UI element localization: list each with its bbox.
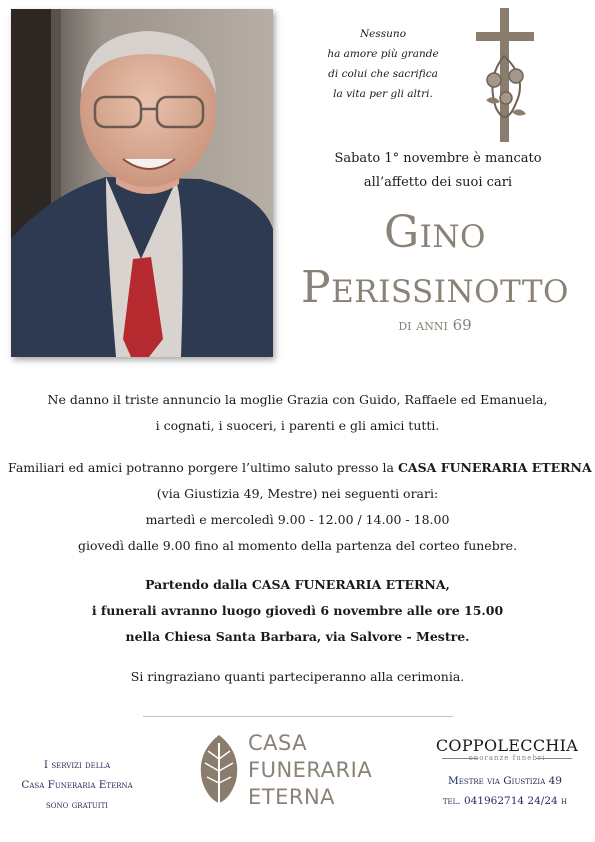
- agency-name: COPPOLECCHIA: [435, 736, 579, 755]
- note-line: Casa Funeraria Eterna: [21, 779, 133, 791]
- leaf-logo-icon: [196, 733, 242, 809]
- quote-line: ha amore più grande: [327, 48, 439, 60]
- visitation-line: martedì e mercoledì 9.00 - 12.00 / 14.00 - 18.00: [145, 512, 450, 527]
- quote-line: la vita per gli altri.: [333, 88, 433, 100]
- thanks-line: Si ringraziano quanti parteciperanno alla cerimonia.: [130, 669, 465, 684]
- quote-line: Nessuno: [359, 28, 407, 40]
- funeral-line: Partendo dalla CASA FUNERARIA ETERNA,: [145, 577, 450, 592]
- deceased-first-name: Gino: [384, 207, 486, 258]
- family-line: i cognati, i suoceri, i parenti e gli amici tutti.: [155, 418, 440, 433]
- agency-phone: tel. 041962714 24/24 h: [442, 795, 568, 807]
- portrait-photo: [11, 9, 273, 357]
- brand-line: ETERNA: [248, 785, 336, 809]
- visitation-place: CASA FUNERARIA ETERNA: [397, 460, 592, 475]
- agency-contact: [420, 771, 590, 811]
- visitation-info: [8, 455, 592, 559]
- note-line: I servizi della: [43, 759, 111, 771]
- family-line: Ne danno il triste annuncio la moglie Grazia con Guido, Raffaele ed Emanuela,: [47, 392, 548, 407]
- announcement-line: Sabato 1° novembre è mancato: [334, 151, 542, 166]
- announcement-line: all’affetto dei suoi cari: [363, 175, 513, 190]
- funeral-home-brand: [248, 730, 398, 811]
- funeral-details: [8, 572, 587, 650]
- brand-line: FUNERARIA: [248, 758, 373, 782]
- deceased-last-name: Perissinotto: [301, 262, 569, 313]
- death-announcement: [300, 147, 576, 195]
- brand-line: CASA: [248, 731, 308, 755]
- funeral-line: nella Chiesa Santa Barbara, via Salvore - Mestre.: [125, 629, 470, 644]
- agency-address: Mestre via Giustizia 49: [448, 775, 562, 787]
- epigraph-quote: [318, 24, 448, 104]
- divider: [143, 716, 453, 717]
- deceased-age: di anni 69: [398, 316, 472, 334]
- funeral-line: i funerali avranno luogo giovedì 6 novembre alle ore 15.00: [91, 603, 504, 618]
- visitation-line: (via Giustizia 49, Mestre) nei seguenti orari:: [156, 486, 439, 501]
- note-line: sono gratuiti: [45, 799, 109, 811]
- visitation-prefix: Familiari ed amici potranno porgere l’ultimo saluto presso la: [8, 460, 398, 475]
- visitation-first-line: [8, 455, 592, 481]
- quote-line: di colui che sacrifica: [328, 68, 438, 80]
- cross-with-roses-icon: [476, 8, 534, 142]
- free-services-note: [12, 755, 142, 815]
- family-announcement: [8, 387, 587, 439]
- visitation-line: giovedì dalle 9.00 fino al momento della partenza del corteo funebre.: [77, 538, 518, 553]
- agency-tagline: onoranze funebri: [468, 754, 546, 762]
- portrait-illustration: [11, 9, 273, 357]
